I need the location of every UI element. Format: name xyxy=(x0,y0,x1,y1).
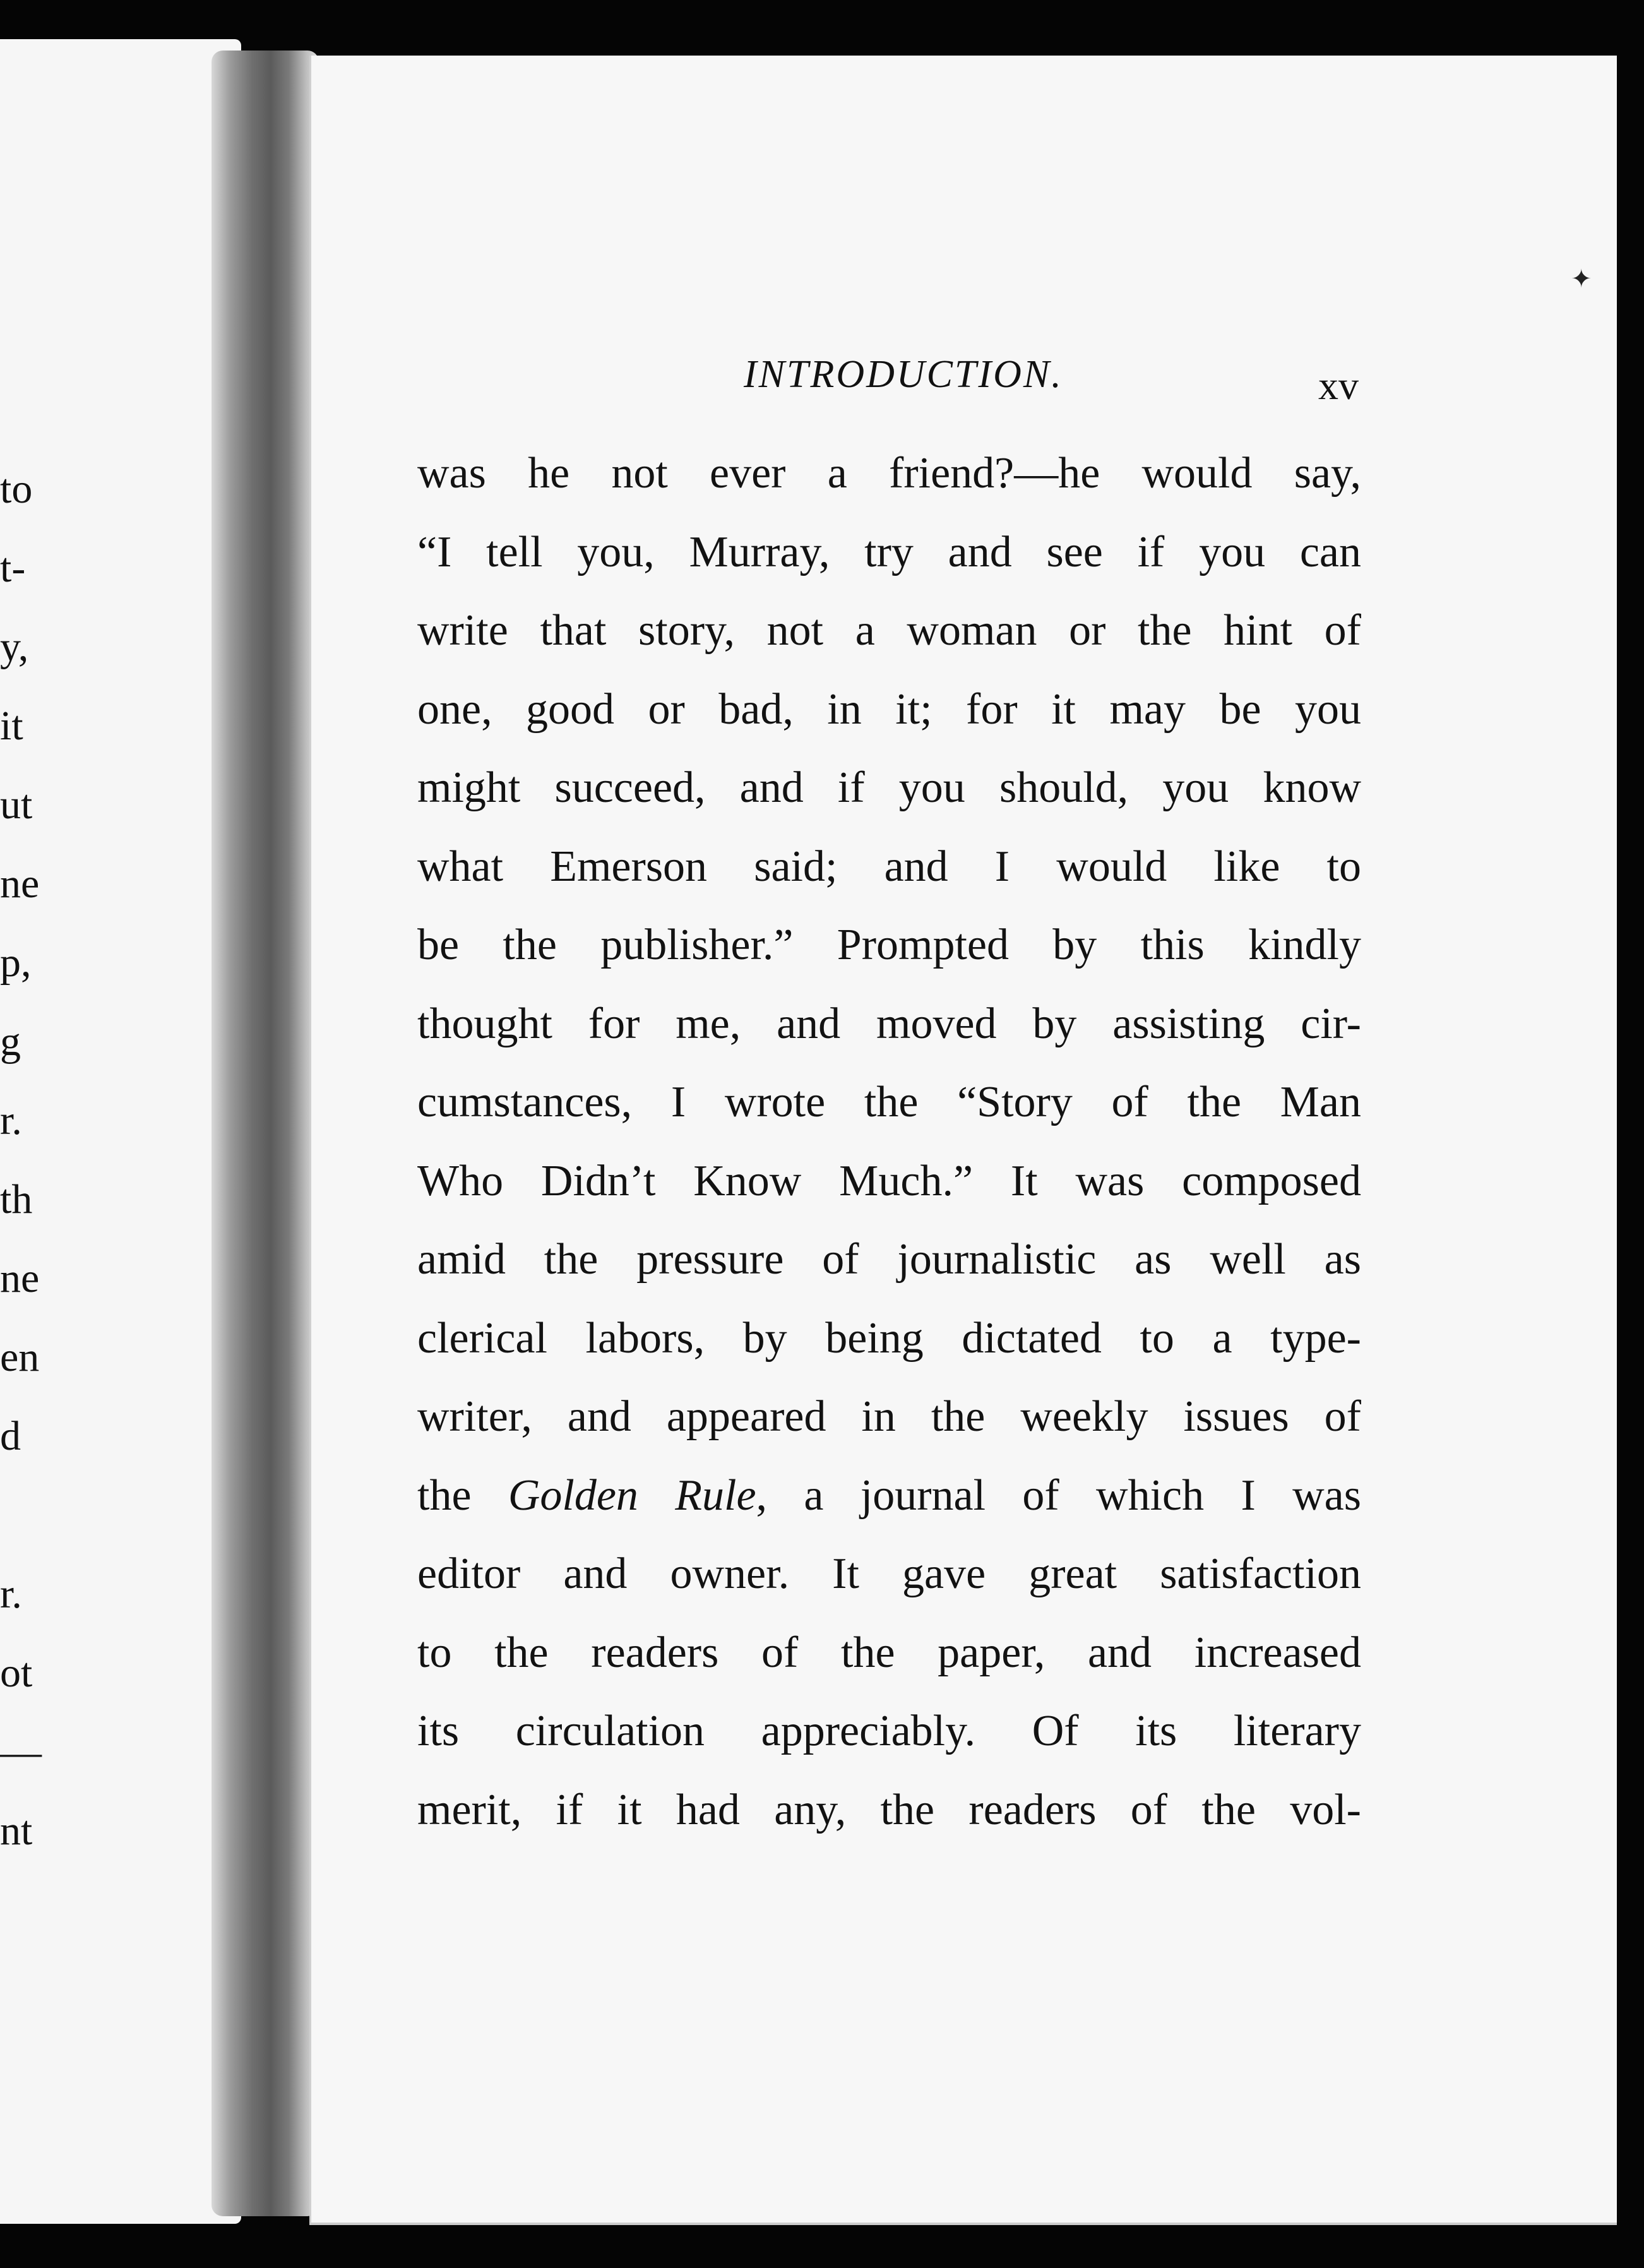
current-page xyxy=(309,56,1617,2225)
left-page-fragment: t- xyxy=(0,545,26,591)
text-line: what Emerson said; and I would like to xyxy=(417,842,1361,891)
text-line: cumstances, I wrote the “Story of the Man xyxy=(417,1078,1361,1126)
left-page-fragment: — xyxy=(0,1729,42,1775)
text-line: to the readers of the paper, and increased xyxy=(417,1628,1361,1677)
text-line: amid the pressure of journalistic as well as xyxy=(417,1235,1361,1284)
text-line: thought for me, and moved by assisting cir- xyxy=(417,999,1361,1048)
left-page-fragment: p, xyxy=(0,940,32,986)
left-page-fragment: nt xyxy=(0,1808,33,1854)
left-page-fragment: ne xyxy=(0,861,40,907)
text-line: merit, if it had any, the readers of the vol- xyxy=(417,1785,1361,1834)
text-line: Who Didn’t Know Much.” It was composed xyxy=(417,1156,1361,1205)
left-page-fragment: ne xyxy=(0,1255,40,1301)
left-page-fragment: g xyxy=(0,1018,21,1065)
text-line: might succeed, and if you should, you know xyxy=(417,763,1361,812)
previous-page xyxy=(0,39,241,2224)
page-number: xv xyxy=(1318,363,1359,408)
text-segment: , a journal of which I was xyxy=(756,1471,1361,1520)
text-line: writer, and appeared in the weekly issues of xyxy=(417,1392,1361,1441)
left-page-fragment: r. xyxy=(0,1097,22,1143)
text-line: write that story, not a woman or the hint of xyxy=(417,606,1361,655)
left-page-fragment: y, xyxy=(0,624,29,670)
text-line: one, good or bad, in it; for it may be you xyxy=(417,684,1361,734)
left-page-fragment: en xyxy=(0,1334,40,1380)
text-segment: the xyxy=(417,1471,508,1520)
left-page-fragment: ut xyxy=(0,782,33,828)
ink-speck: ✦ xyxy=(1571,265,1592,293)
text-line: be the publisher.” Prompted by this kindly xyxy=(417,921,1361,969)
text-line: editor and owner. It gave great satisfaction xyxy=(417,1549,1361,1598)
left-page-fragment: it xyxy=(0,703,23,749)
running-head: INTRODUCTION. xyxy=(744,353,1063,396)
text-line: clerical labors, by being dictated to a type- xyxy=(417,1313,1361,1363)
text-line-with-title xyxy=(417,1457,1361,1536)
text-line: “I tell you, Murray, try and see if you can xyxy=(417,527,1361,576)
left-page-fragment: ot xyxy=(0,1650,33,1696)
left-page-fragment: th xyxy=(0,1176,33,1222)
left-page-fragment: r. xyxy=(0,1571,22,1617)
text-line: its circulation appreciably. Of its literary xyxy=(417,1707,1361,1755)
book-gutter-shadow xyxy=(211,51,319,2216)
left-page-fragment: d xyxy=(0,1413,21,1459)
text-line: was he not ever a friend?—he would say, xyxy=(417,449,1361,498)
body-text xyxy=(417,434,1361,1849)
publication-title: Golden Rule xyxy=(508,1471,756,1520)
left-page-fragment: to xyxy=(0,466,33,512)
